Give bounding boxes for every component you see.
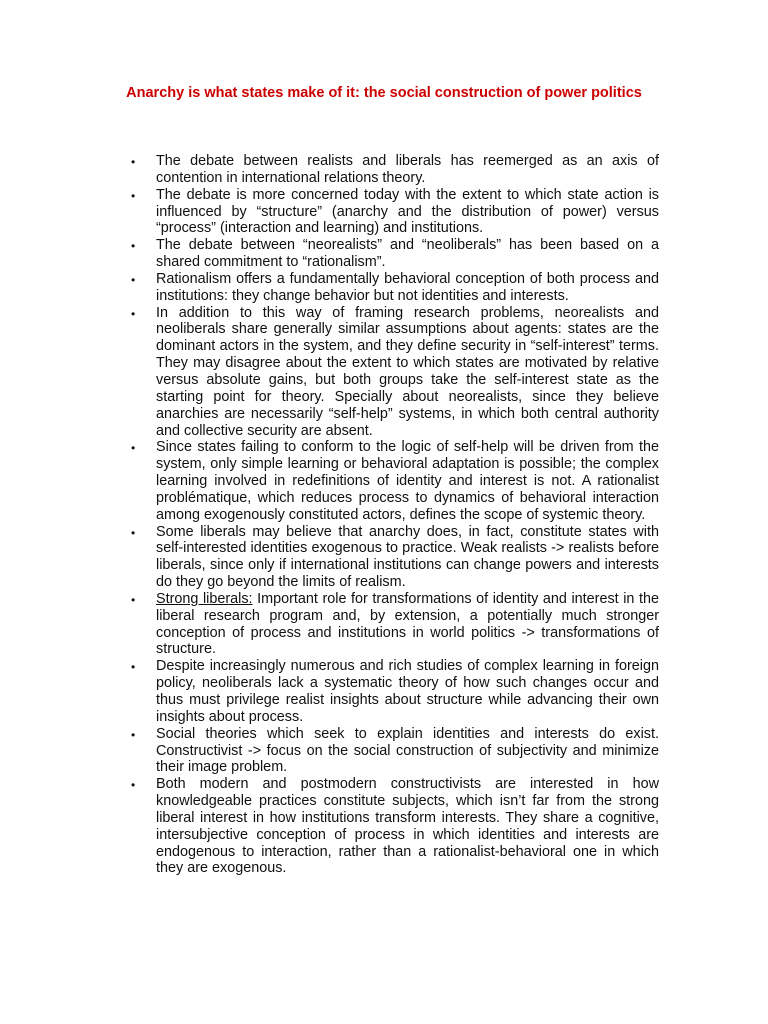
bullet-icon: •: [131, 188, 136, 203]
bullet-list: [124, 153, 659, 877]
list-item: [124, 776, 659, 877]
bullet-icon: •: [131, 272, 136, 287]
bullet-lead-underlined: Strong liberals:: [156, 590, 253, 607]
list-item: [124, 187, 659, 238]
list-item: [124, 305, 659, 440]
bullet-icon: •: [131, 155, 136, 169]
bullet-text: The debate between “neorealists” and “neoliberals” has been based on a shared commitment to “rationalism”.: [156, 237, 659, 271]
bullet-text: Rationalism offers a fundamentally behavioral conception of both process and institutions: they change behavior but not identities and interests.: [156, 270, 659, 304]
bullet-icon: •: [131, 525, 136, 540]
list-item: [124, 591, 659, 658]
bullet-icon: •: [131, 660, 136, 675]
bullet-text: Both modern and postmodern constructivists are interested in how knowledgeable practices constitute subjects, which isn’t far from the strong liberal interest in how institutions transform interests. They share a cognitive, intersubjective conception of process in which identities and interests are endogenous to interaction, rather than a rationalist-behavioral one in which they are exogenous.: [156, 776, 659, 877]
list-item: [124, 237, 659, 271]
bullet-icon: •: [131, 727, 136, 742]
list-item: [124, 271, 659, 305]
bullet-icon: •: [131, 592, 136, 607]
bullet-text: The debate is more concerned today with the extent to which state action is influenced by “structure” (anarchy and the distribution of power) versus “process” (interaction and learning) and institutions.: [156, 186, 659, 237]
bullet-text: In addition to this way of framing research problems, neorealists and neoliberals share generally similar assumptions about agents: states are the dominant actors in the system, and they define security in “self-interest” terms. They may disagree about the extent to which states are motivated by relative versus absolute gains, but both groups take the self-interest state as the starting point for theory. Specially about neorealists, since they believe anarchies are necessarily “self-help” systems, in which both central authority and collective security are absent.: [156, 304, 659, 439]
list-item: [124, 658, 659, 725]
bullet-text: Despite increasingly numerous and rich studies of complex learning in foreign policy, neoliberals lack a systematic theory of how such changes occur and thus must privilege realist insights about structure while advancing their own insights about process.: [156, 658, 659, 725]
bullet-text: Social theories which seek to explain identities and interests do exist. Constructivist -> focus on the social construction of subjectivity and minimize their image problem.: [156, 725, 659, 776]
bullet-text: Since states failing to conform to the logic of self-help will be driven from the system, only simple learning or behavioral adaptation is possible; the complex learning involved in redefinitions of identity and interest is not. A rationalist problématique, which reduces process to dynamics of behavioral interaction among exogenously constituted actors, defines the scope of systemic theory.: [156, 439, 659, 523]
bullet-text: Some liberals may believe that anarchy does, in fact, constitute states with self-interested identities exogenous to practice. Weak realists -> realists before liberals, since only if international institutions can change powers and interests do they go beyond the limits of realism.: [156, 523, 659, 591]
bullet-icon: •: [131, 778, 136, 793]
bullet-icon: •: [131, 306, 136, 321]
bullet-text: The debate between realists and liberals has reemerged as an axis of contention in international relations theory.: [156, 153, 659, 186]
list-item: [124, 153, 659, 187]
bullet-icon: •: [131, 441, 136, 456]
list-item: [124, 524, 659, 591]
list-item: [124, 439, 659, 523]
bullet-icon: •: [131, 239, 136, 254]
bullet-text: Important role for transformations of identity and interest in the liberal research program and, by extension, a potentially much stronger conception of process and institutions in world politics -> transformations of structure.: [156, 590, 659, 658]
document-title: Anarchy is what states make of it: the social construction of power politics: [126, 85, 642, 101]
list-item: [124, 726, 659, 777]
